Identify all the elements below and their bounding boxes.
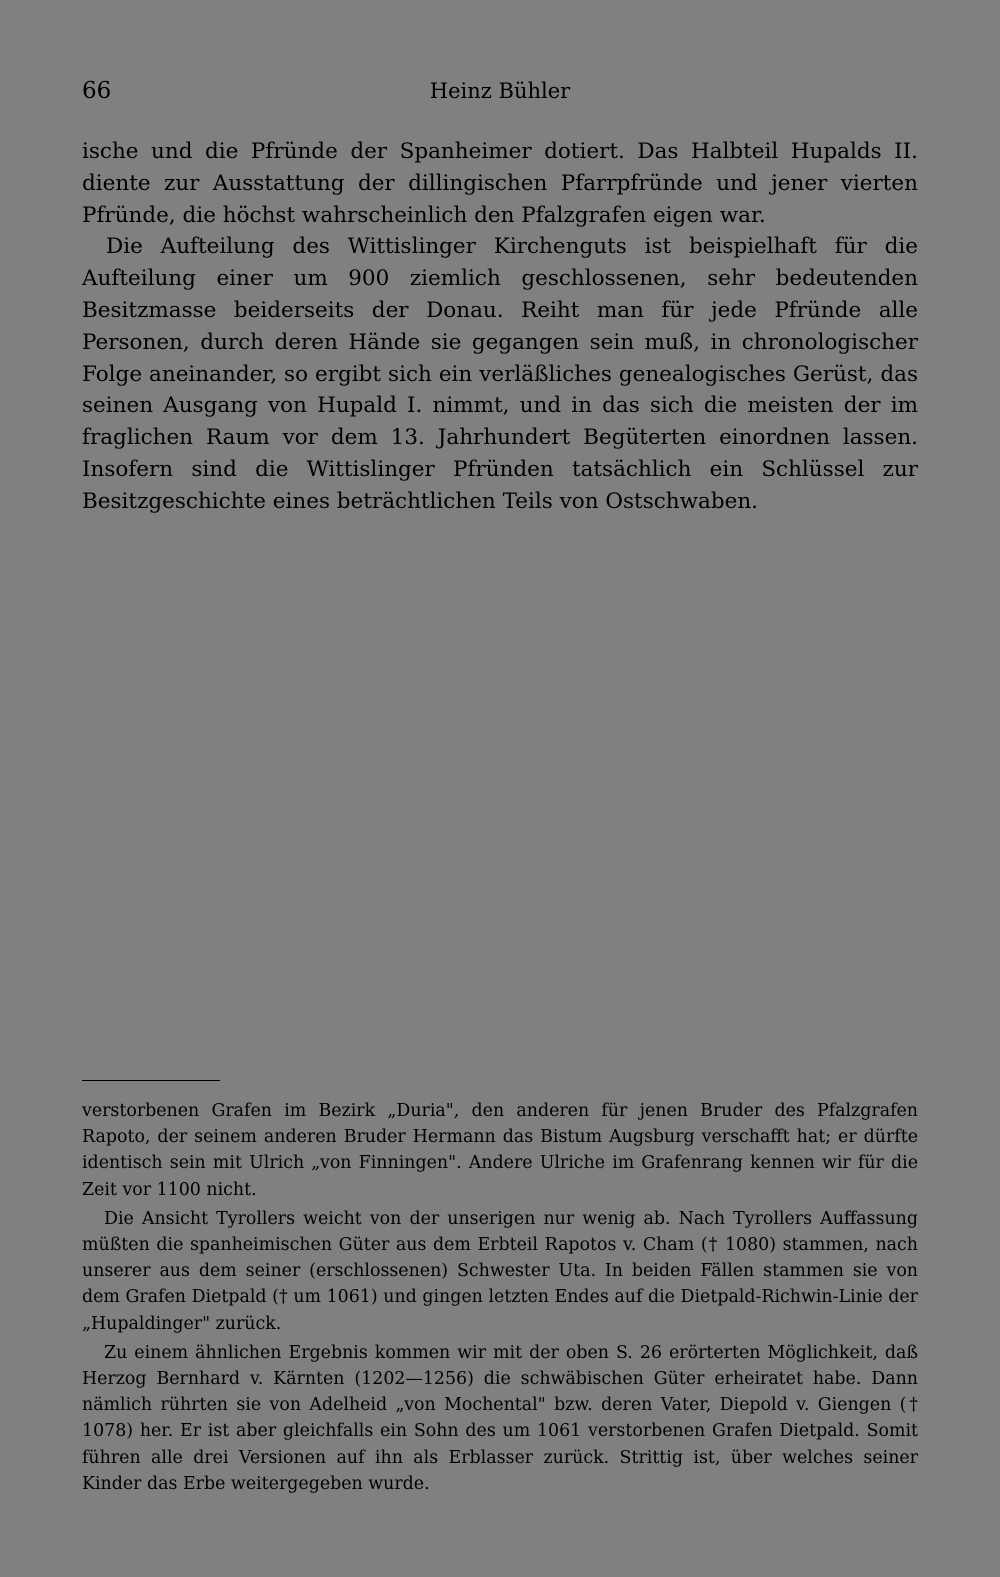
main-text	[82, 136, 918, 518]
footnotes	[82, 1098, 918, 1497]
body-paragraph: Die Aufteilung des Wittislinger Kirchenguts ist beispielhaft für die Aufteilung einer um 900 ziemlich geschlossenen, sehr bedeutenden Besitzmasse beiderseits der Donau. Reiht man für jede Pfründe alle Personen, durch deren Hände sie gegangen sein muß, in chronologischer Folge aneinander, so ergibt sich ein verläßliches genealogisches Gerüst, das seinen Ausgang von Hupald I. nimmt, und in das sich die meisten der im fraglichen Raum vor dem 13. Jahrhundert Begüterten einordnen lassen. Insofern sind die Wittislinger Pfründen tatsächlich ein Schlüssel zur Besitzgeschichte eines beträchtlichen Teils von Ostschwaben.	[82, 234, 918, 514]
body-paragraph: ische und die Pfründe der Spanheimer dotiert. Das Halbteil Hupalds II. diente zur Ausstattung der dillingischen Pfarrpfründe und jener vierten Pfründe, die höchst wahrscheinlich den Pfalzgrafen eigen war.	[82, 139, 918, 228]
footnote-divider	[82, 1080, 220, 1081]
footnote-paragraph: verstorbenen Grafen im Bezirk „Duria", den anderen für jenen Bruder des Pfalzgrafen Rapoto, der seinem anderen Bruder Hermann das Bistum Augsburg verschafft hat; er dürfte identisch sein mit Ulrich „von Finningen". Andere Ulriche im Grafenrang kennen wir für die Zeit vor 1100 nicht.	[82, 1101, 918, 1200]
running-head: Heinz Bühler	[429, 79, 571, 103]
page-number: 66	[82, 78, 112, 104]
page-header	[82, 76, 918, 106]
footnote-paragraph: Zu einem ähnlichen Ergebnis kommen wir mit der oben S. 26 erörterten Möglichkeit, daß Herzog Bernhard v. Kärnten (1202—1256) die schwäbischen Güter erheiratet habe. Dann nämlich rührten sie von Adelheid „von Mochental" bzw. deren Vater, Diepold v. Giengen († 1078) her. Er ist aber gleichfalls ein Sohn des um 1061 verstorbenen Grafen Dietpald. Somit führen alle drei Versionen auf ihn als Erblasser zurück. Strittig ist, über welches seiner Kinder das Erbe weitergegeben wurde.	[82, 1342, 918, 1494]
footnote-paragraph: Die Ansicht Tyrollers weicht von der unserigen nur wenig ab. Nach Tyrollers Auffassung müßten die spanheimischen Güter aus dem Erbteil Rapotos v. Cham († 1080) stammen, nach unserer aus dem seiner (erschlossenen) Schwester Uta. In beiden Fällen stammen sie von dem Grafen Dietpald († um 1061) und gingen letzten Endes auf die Dietpald-Richwin-Linie der „Hupaldinger" zurück.	[82, 1208, 918, 1334]
